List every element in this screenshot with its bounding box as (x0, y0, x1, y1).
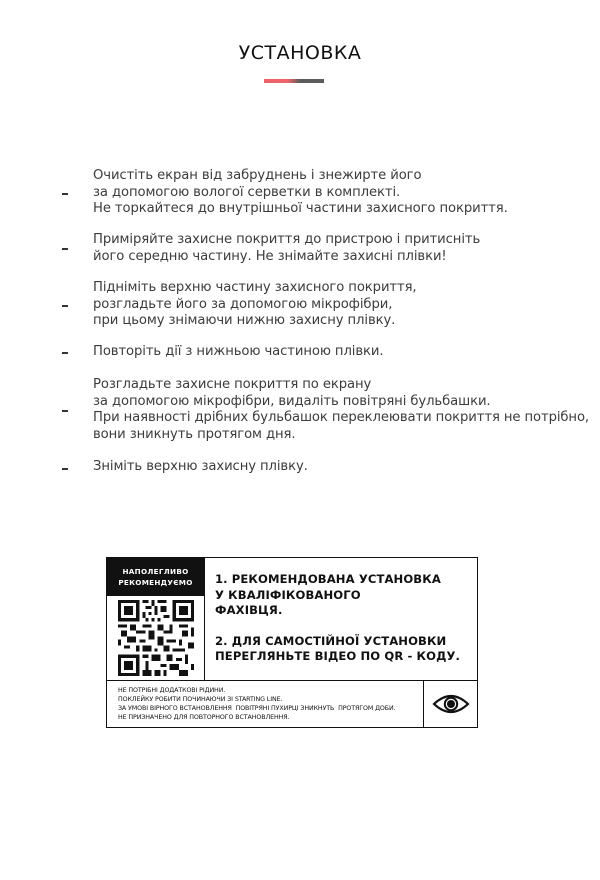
eye-icon (432, 693, 470, 715)
step-line: При наявності дрібних бульбашок переклеювати покриття не потрібно, (93, 410, 590, 425)
step-line: Повторіть дії з нижньою частиною плівки. (93, 344, 384, 359)
step-text (93, 459, 308, 476)
footer-note: НЕ ПРИЗНАЧЕНО ДЛЯ ПОВТОРНОГО ВСТАНОВЛЕННЯ. (118, 714, 290, 721)
step-line: його середню частину. Не знімайте захисні плівки! (93, 248, 447, 264)
page-title: УСТАНОВКА (238, 42, 362, 64)
step-line: Підніміть верхню частину захисного покриття, (93, 280, 417, 295)
bullet-dash-icon (62, 248, 68, 250)
footer-note: НЕ ПОТРІБНІ ДОДАТКОВІ РІДИНИ. (118, 687, 226, 694)
bullet-dash-icon (62, 410, 68, 412)
step-text (93, 280, 417, 330)
step-line: за допомогою мікрофібри, видаліть повітряні бульбашки. (93, 393, 491, 409)
badge-line: НАПОЛЕГЛИВО (122, 567, 189, 576)
recommendation-line: ПЕРЕГЛЯНЬТЕ ВІДЕО ПО QR - КОДУ. (215, 649, 461, 663)
bullet-dash-icon (62, 305, 68, 307)
step-line: Не торкайтеся до внутрішньої частини захисного покриття. (93, 201, 508, 216)
notice-footer (107, 680, 477, 727)
recommendation-line: 2. ДЛЯ САМОСТІЙНОЇ УСТАНОВКИ (215, 633, 447, 648)
accent-bar (264, 79, 324, 83)
footer-notes (118, 686, 396, 722)
step-line: Очистіть екран від забруднень і знежирте його (93, 168, 422, 183)
step-text (93, 344, 383, 361)
recommend-badge (107, 558, 204, 596)
footer-note: ЗА УМОВІ ВІРНОГО ВСТАНОВЛЕННЯ ПОВІТРЯНІ ПУХИРЦІ ЗНИКНУТЬ ПРОТЯГОМ ДОБИ. (118, 705, 396, 712)
recommendation-line: 1. РЕКОМЕНДОВАНА УСТАНОВКА (215, 572, 441, 586)
bullet-dash-icon (62, 468, 68, 470)
step-text (93, 377, 589, 443)
step-text (93, 168, 508, 218)
bullet-dash-icon (62, 193, 68, 195)
step-line: Розгладьте захисне покриття по екрану (93, 377, 372, 392)
recommendation-line: У КВАЛІФІКОВАНОГО (215, 587, 361, 602)
step-line: Приміряйте захисне покриття до пристрою і притисніть (93, 232, 481, 247)
step-text (93, 232, 480, 265)
qr-column (107, 558, 205, 680)
eye-cell (423, 681, 477, 727)
step-line: розгладьте його за допомогою мікрофібри, (93, 296, 393, 312)
step-line: вони зникнуть протягом дня. (93, 426, 296, 442)
step-line: при цьому знімаючи нижню захисну плівку. (93, 313, 396, 328)
recommendation-line: ФАХІВЦЯ. (215, 603, 283, 617)
step-line: за допомогою вологої серветки в комплекті. (93, 184, 401, 200)
bullet-dash-icon (62, 352, 68, 354)
step-line: Зніміть верхню захисну плівку. (93, 459, 308, 474)
badge-line: РЕКОМЕНДУЄМО (118, 578, 193, 587)
qr-code-icon[interactable] (118, 600, 194, 676)
recommendations (215, 572, 460, 665)
footer-note: ПОКЛЕЙКУ РОБИТИ ПОЧИНАЮЧИ ЗІ STARTING LINE. (118, 696, 283, 703)
recommendation-notice (106, 557, 478, 728)
